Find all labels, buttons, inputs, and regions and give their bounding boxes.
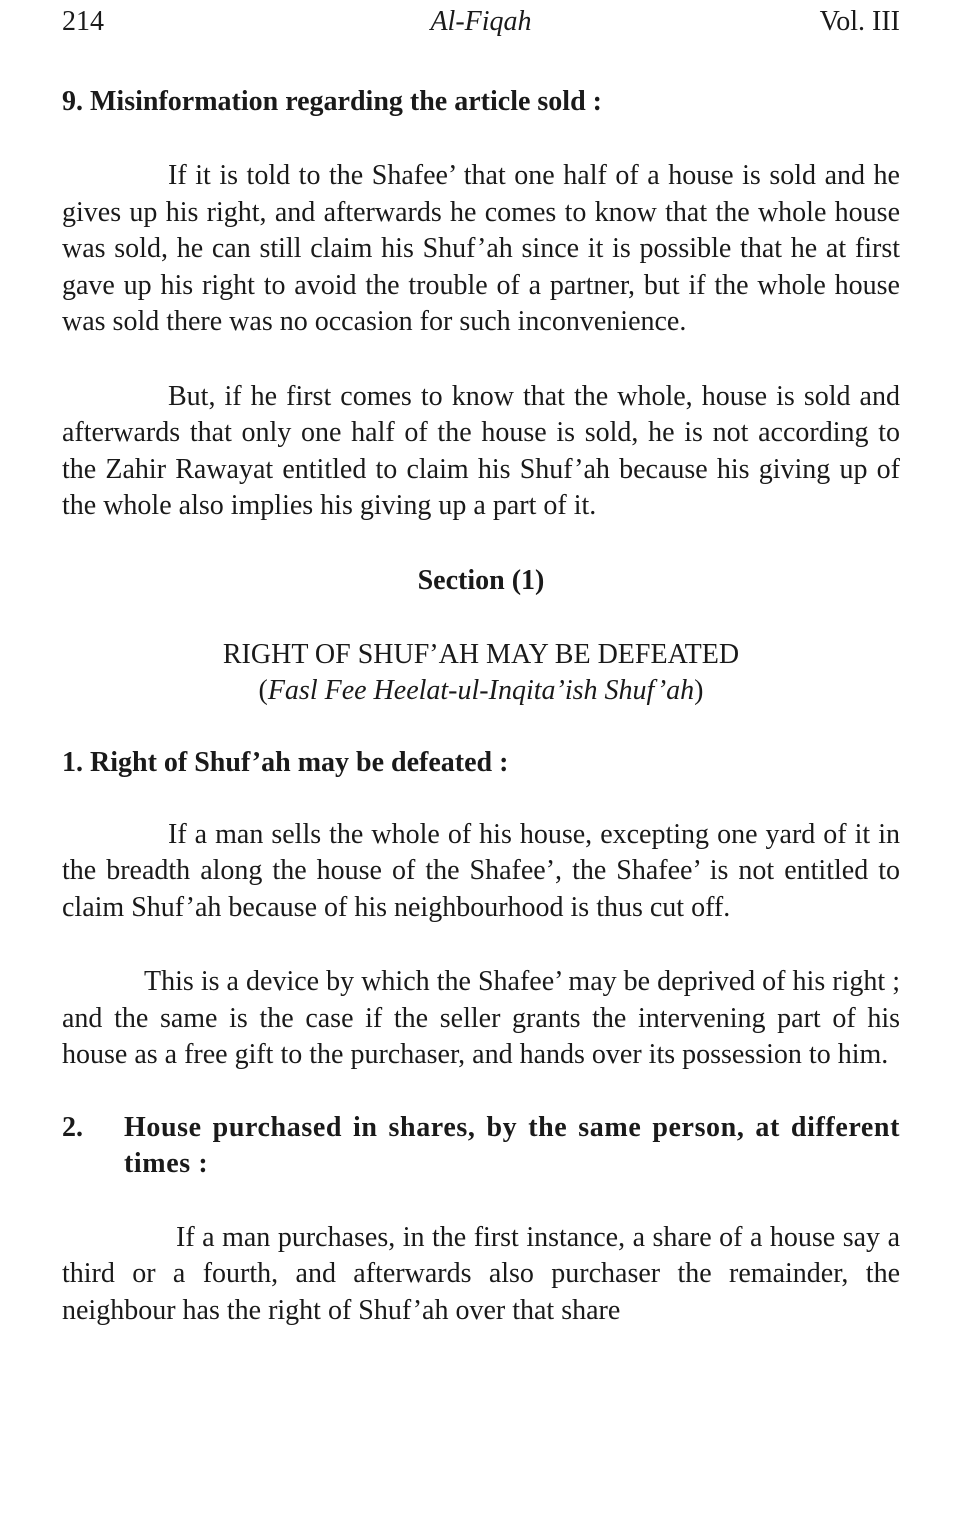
paragraph-device: This is a device by which the Shafee’ may be deprived of his right ; and the same is the case if the seller grants the intervening part of his house as a free gift to the purchaser, and hands over its possession to him. bbox=[62, 966, 900, 1070]
heading-misinformation: 9. Misinformation regarding the article sold : bbox=[62, 86, 602, 117]
book-page bbox=[62, 0, 900, 1329]
section-label: Section (1) bbox=[417, 564, 545, 596]
volume-label: Vol. III bbox=[819, 6, 900, 37]
heading-house-purchased-in-shares bbox=[62, 1110, 900, 1182]
paragraph-purchase-in-shares: If a man purchases, in the first instance, a share of a house say a third or a fourth, and afterwards also purchaser the remainder, the neighbour has the right of Shuf’ah over that share bbox=[62, 1221, 900, 1326]
paragraph-excepting-one-yard: If a man sells the whole of his house, excepting one yard of it in the breadth along the house of the Shafee’, the Shafee’ is not entitled to claim Shuf’ah because of his neighbourhood is thus cut off. bbox=[62, 818, 900, 923]
section-title: RIGHT OF SHUF’AH MAY BE DEFEATED bbox=[222, 638, 740, 670]
paragraph-half-house-sold: If it is told to the Shafee’ that one half of a house is sold and he gives up his right, and afterwards he comes to know that the whole house was sold, he can still claim his Shuf’ah since it is possible that he at first gave up his right to avoid the trouble of a partner, but if the whole house was sold there was no occasion for such inconvenience. bbox=[62, 160, 900, 337]
heading-right-defeated: 1. Right of Shuf’ah may be defeated : bbox=[62, 746, 509, 778]
heading-number: 2. bbox=[62, 1111, 83, 1143]
subtitle-close-paren: ) bbox=[694, 674, 704, 706]
paragraph-whole-house-sold: But, if he first comes to know that the whole, house is sold and afterwards that only one half of the house is sold, he is not according to the Zahir Rawayat entitled to claim his Shuf’ah because his giving up of the whole also implies his giving up a part of it. bbox=[62, 380, 900, 521]
page-number: 214 bbox=[62, 6, 104, 37]
section-subtitle bbox=[62, 673, 900, 709]
heading-text: House purchased in shares, by the same person, at different times : bbox=[124, 1111, 900, 1179]
book-title: Al-Fiqah bbox=[430, 6, 532, 37]
subtitle-arabic-title: Fasl Fee Heelat-ul-Inqita’ish Shuf’ah bbox=[267, 674, 695, 706]
running-header bbox=[62, 6, 900, 46]
subtitle-open-paren: ( bbox=[258, 674, 268, 706]
